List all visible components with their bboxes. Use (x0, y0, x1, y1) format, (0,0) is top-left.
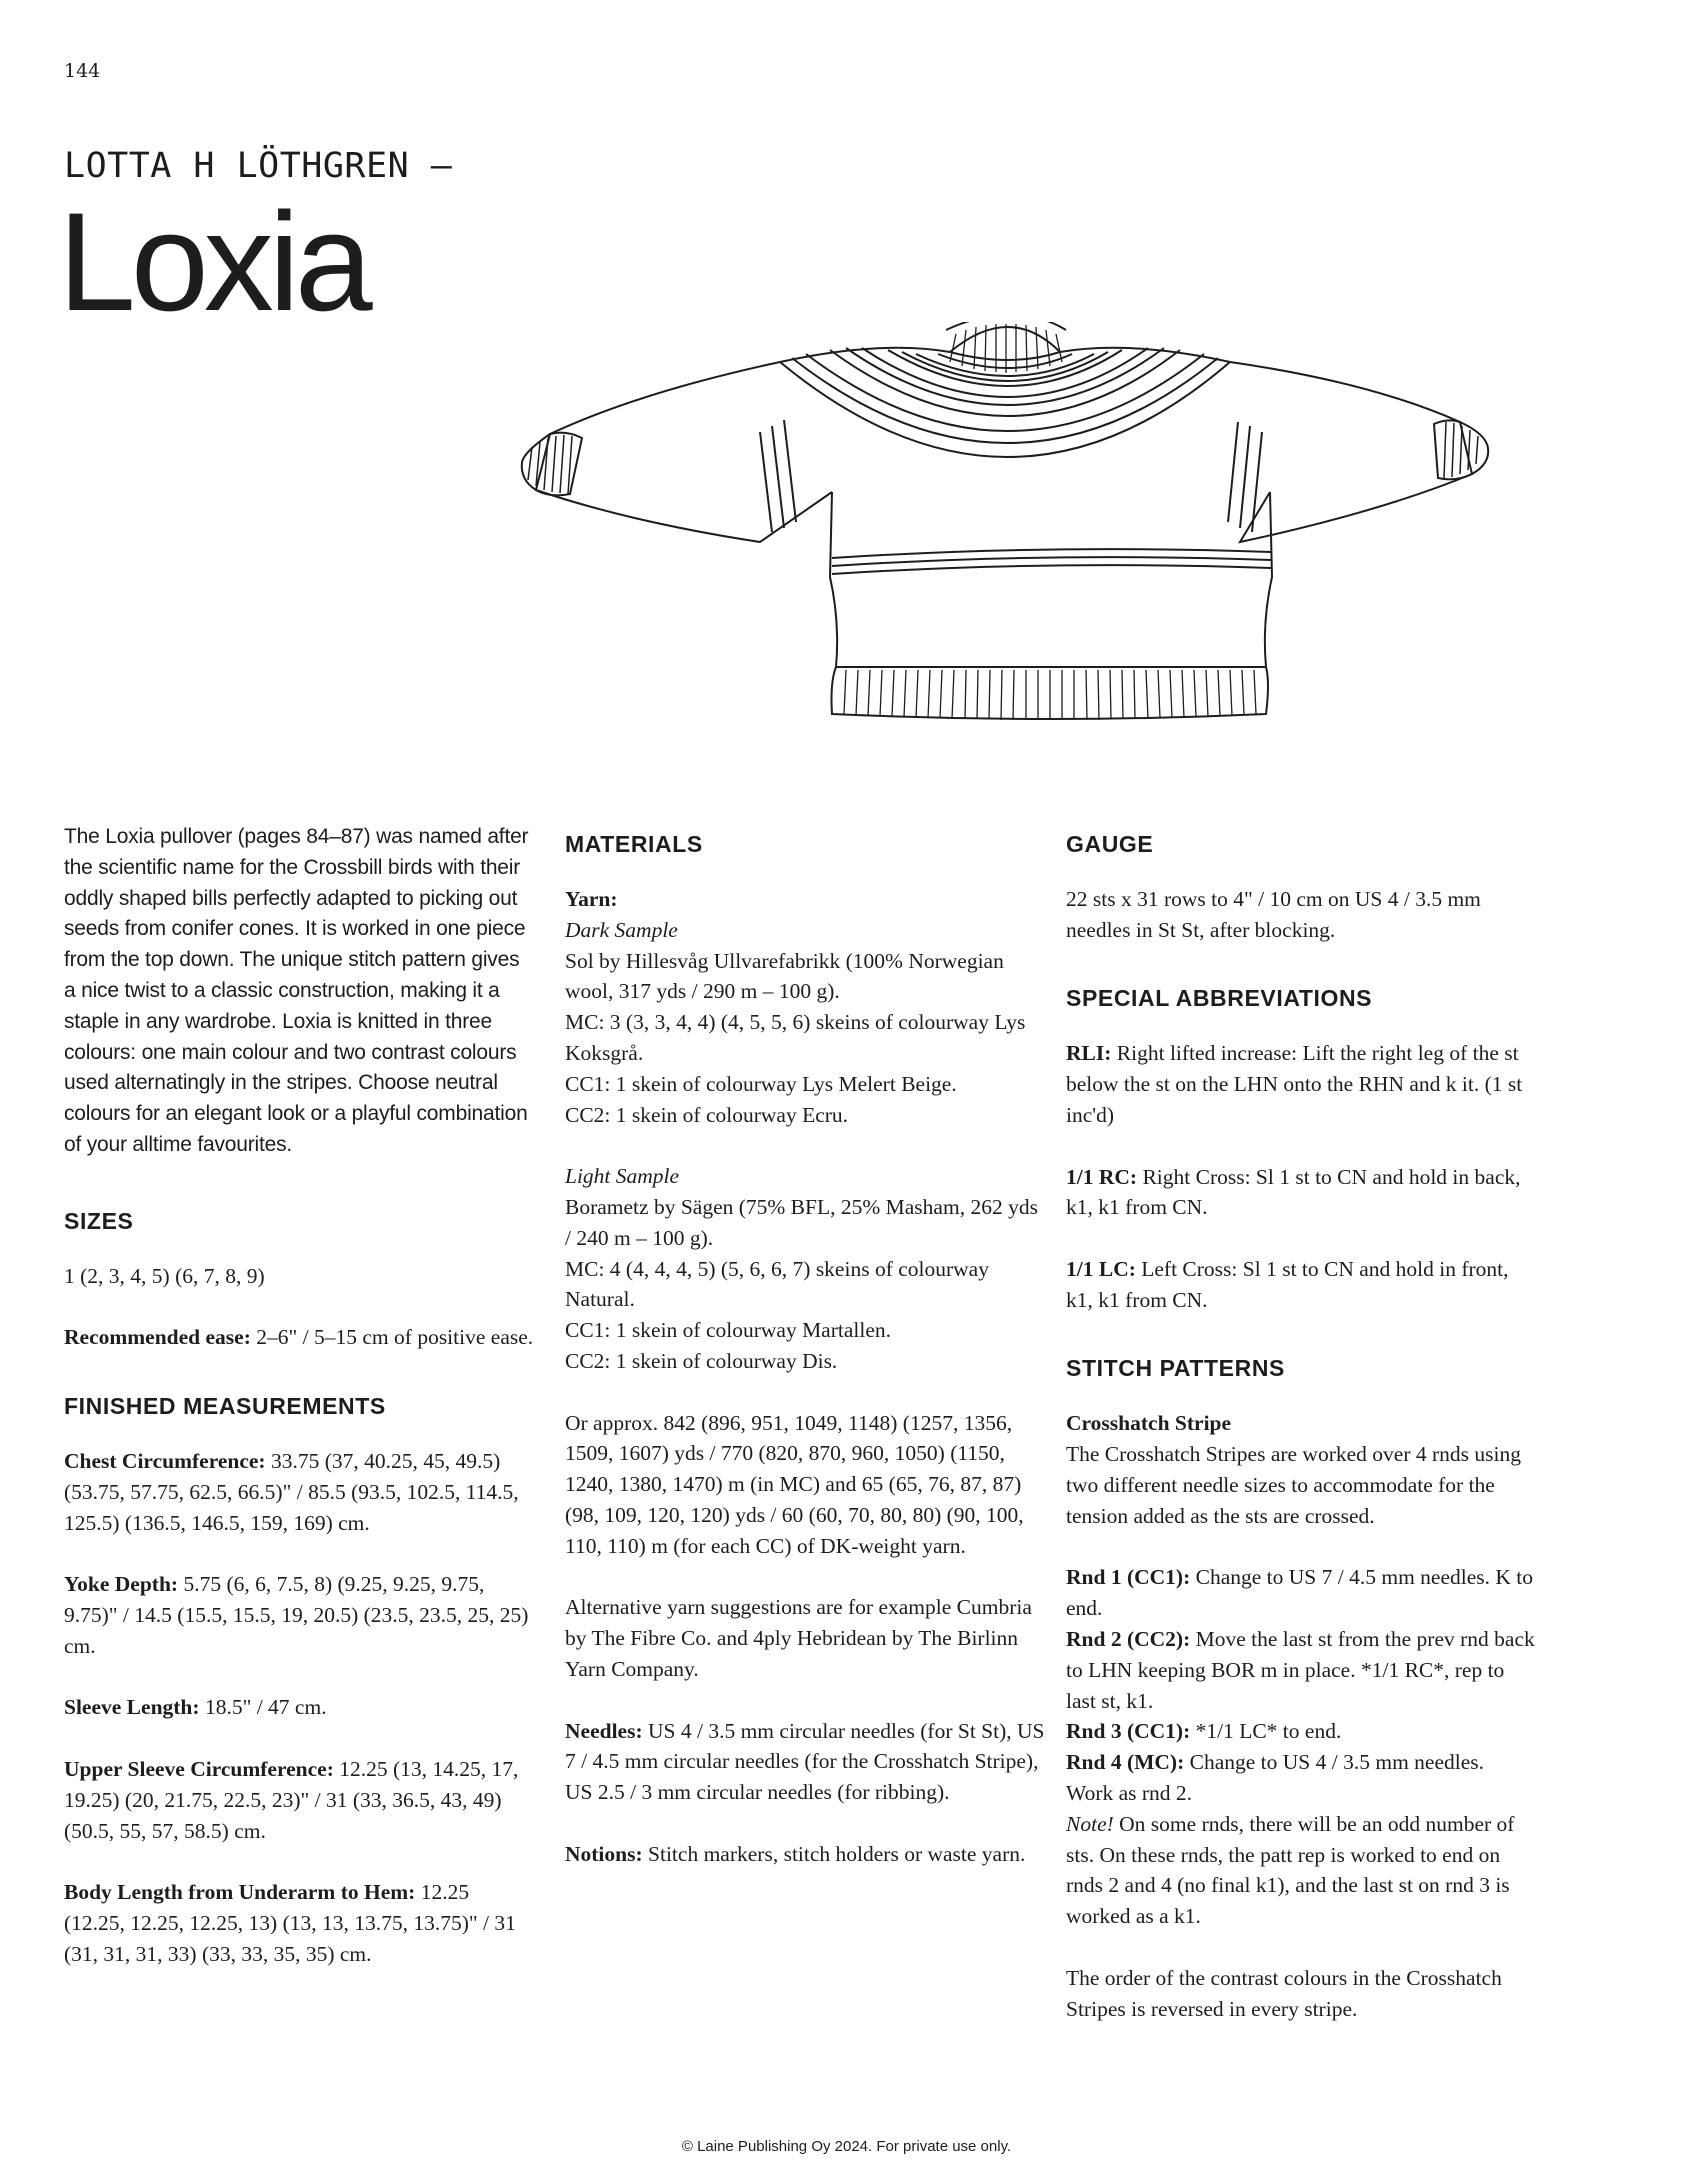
abbreviation-item (1066, 1162, 1536, 1224)
light-sample-line: Borametz by Sägen (75% BFL, 25% Masham, 262 yds / 240 m – 100 g). (565, 1194, 1038, 1250)
measurement-item (64, 1446, 534, 1538)
ease-label: Recommended ease: (64, 1325, 251, 1350)
materials-heading: MATERIALS (565, 831, 703, 857)
measurement-label: Chest Circumference: (64, 1448, 266, 1473)
measurement-value: 12.25 (13, 14.25, 17, 19.25) (20, 21.75, 22.5, 23)" / 31 (33, 36.5, 43, 49) (50.5, 55, 57, 58.5) cm. (64, 1756, 519, 1843)
light-sample-block (565, 1161, 1045, 1377)
column-middle (565, 822, 1045, 1900)
dark-sample-block (565, 884, 1045, 1130)
light-sample-line: MC: 4 (4, 4, 4, 5) (5, 6, 6, 7) skeins of colourway Natural. (565, 1256, 989, 1312)
notions (565, 1839, 1045, 1870)
measurement-value: 18.5" / 47 cm. (204, 1695, 327, 1720)
round-item (1066, 1562, 1536, 1624)
measurement-item (64, 1877, 534, 1969)
round-item (1066, 1624, 1536, 1716)
round-label: Rnd 3 (CC1): (1066, 1719, 1191, 1744)
needles (565, 1716, 1045, 1808)
round-value: Change to US 4 / 3.5 mm needles. Work as rnd 2. (1066, 1750, 1485, 1805)
measurement-label: Yoke Depth: (64, 1572, 179, 1597)
pattern-title: Loxia (58, 183, 368, 340)
ease-value: 2–6" / 5–15 cm of positive ease. (256, 1325, 534, 1350)
note-value: On some rnds, there will be an odd number of sts. On these rnds, the patt rep is worked to end on rnds 2 and 4 (no final k1), and the last st on rnd 3 is worked as a k1. (1066, 1811, 1515, 1929)
yarn-label: Yarn: (565, 887, 618, 911)
dark-sample-line: CC2: 1 skein of colourway Ecru. (565, 1102, 849, 1127)
measurement-item (64, 1692, 534, 1723)
round-value: Change to US 7 / 4.5 mm needles. K to end. (1066, 1565, 1534, 1621)
measurement-label: Body Length from Underarm to Hem: (64, 1880, 416, 1905)
crosshatch-intro: The Crosshatch Stripes are worked over 4 rnds using two different needle sizes to accommodate for the tension added as the sts are crossed. (1066, 1442, 1521, 1528)
dark-sample-line: CC1: 1 skein of colourway Lys Melert Beige. (565, 1071, 957, 1096)
intro-text: The Loxia pullover (pages 84–87) was named after the scientific name for the Crossbill birds with their oddly shaped bills perfectly adapted to picking out seeds from conifer cones. It is worked in one piece from the top down. The unique stitch pattern gives a nice twist to a classic construction, making it a staple in any wardrobe. Loxia is knitted in three colours: one main colour and two contrast colours used alternatingly in the stripes. Choose neutral colours for an elegant look or a playful combination of your alltime favourites. (64, 825, 529, 1156)
crosshatch-intro-block (1066, 1408, 1536, 1531)
round-item (1066, 1747, 1536, 1809)
sweater-illustration (510, 322, 1500, 742)
dark-sample-line: MC: 3 (3, 3, 4, 4) (4, 5, 5, 6) skeins of colourway Lys Koksgrå. (565, 1010, 1026, 1065)
round-label: Rnd 1 (CC1): (1066, 1565, 1191, 1590)
colour-order-note: The order of the contrast colours in the Crosshatch Stripes is reversed in every stripe. (1066, 1965, 1502, 2021)
column-left (64, 822, 534, 2000)
abbreviation-item (1066, 1254, 1536, 1316)
rounds-block (1066, 1562, 1536, 1932)
measurement-label: Upper Sleeve Circumference: (64, 1756, 334, 1781)
light-sample-line: CC1: 1 skein of colourway Martallen. (565, 1318, 892, 1343)
measurement-value: 33.75 (37, 40.25, 45, 49.5) (53.75, 57.75, 62.5, 66.5)" / 85.5 (93.5, 102.5, 114.5, 125.5) (136.5, 146.5, 159, 169) cm. (64, 1448, 519, 1535)
abbreviation-value: Left Cross: Sl 1 st to CN and hold in front, k1, k1 from CN. (1066, 1256, 1509, 1312)
dark-sample-line: Sol by Hillesvåg Ullvarefabrikk (100% Norwegian wool, 317 yds / 290 m – 100 g). (565, 948, 1004, 1004)
gauge-heading: GAUGE (1066, 831, 1154, 857)
designer-name: LOTTA H LÖTHGREN – (64, 146, 453, 186)
crosshatch-subheading: Crosshatch Stripe (1066, 1411, 1232, 1436)
stitch-patterns-heading: STITCH PATTERNS (1066, 1355, 1285, 1382)
abbreviations-heading: SPECIAL ABBREVIATIONS (1066, 985, 1373, 1012)
sizes-values: 1 (2, 3, 4, 5) (6, 7, 8, 9) (64, 1263, 265, 1288)
notions-label: Notions: (565, 1841, 643, 1866)
needles-value: US 4 / 3.5 mm circular needles (for St St), US 7 / 4.5 mm circular needles (for the Crosshatch Stripe), US 2.5 / 3 mm circular needles (for ribbing). (565, 1718, 1045, 1805)
light-sample-line: CC2: 1 skein of colourway Dis. (565, 1348, 838, 1373)
round-item (1066, 1716, 1536, 1747)
round-label: Rnd 4 (MC): (1066, 1750, 1185, 1775)
abbreviation-label: 1/1 RC: (1066, 1164, 1138, 1189)
page-number: 144 (64, 60, 101, 82)
yarn-approx: Or approx. 842 (896, 951, 1049, 1148) (1257, 1356, 1509, 1607) yds / 770 (820, 870, 960, 1050) (1150, 1240, 1380, 1470) m (in MC) and 65 (65, 76, 87, 87) (98, 109, 120, 120) yds / 60 (60, 70, 80, 80) (90, 100, 110, 110) m (for each CC) of DK-weight yarn. (565, 1410, 1024, 1558)
finished-measurements-heading: FINISHED MEASUREMENTS (64, 1392, 386, 1419)
round-value: *1/1 LC* to end. (1195, 1719, 1342, 1744)
sizes-heading: SIZES (64, 1207, 134, 1234)
measurement-value: 12.25 (12.25, 12.25, 12.25, 13) (13, 13, 13.75, 13.75)" / 31 (31, 31, 31, 33) (33, 33, 35, 35) cm. (64, 1880, 516, 1966)
abbreviation-label: 1/1 LC: (1066, 1256, 1136, 1281)
column-right (1066, 822, 1536, 2055)
abbreviation-item (1066, 1038, 1536, 1130)
copyright-footer: © Laine Publishing Oy 2024. For private use only. (681, 2138, 1012, 2155)
abbreviation-label: RLI: (1066, 1041, 1112, 1066)
round-value: Move the last st from the prev rnd back to LHN keeping BOR m in place. *1/1 RC*, rep to last st, k1. (1066, 1626, 1535, 1713)
measurement-value: 5.75 (6, 6, 7.5, 8) (9.25, 9.25, 9.75, 9.75)" / 14.5 (15.5, 15.5, 19, 20.5) (23.5, 23.5, 25, 25) cm. (64, 1572, 529, 1658)
needles-label: Needles: (565, 1718, 643, 1743)
measurement-item (64, 1569, 534, 1661)
recommended-ease (64, 1322, 534, 1353)
dark-sample-label: Dark Sample (565, 917, 678, 942)
note-label: Note! (1066, 1811, 1114, 1836)
alternative-yarns: Alternative yarn suggestions are for example Cumbria by The Fibre Co. and 4ply Hebridean by The Birlinn Yarn Company. (565, 1595, 1032, 1681)
notions-value: Stitch markers, stitch holders or waste yarn. (648, 1841, 1026, 1866)
round-label: Rnd 2 (CC2): (1066, 1626, 1191, 1651)
light-sample-label: Light Sample (565, 1164, 680, 1189)
note (1066, 1809, 1536, 1932)
measurement-item (64, 1754, 534, 1846)
gauge-text: 22 sts x 31 rows to 4" / 10 cm on US 4 / 3.5 mm needles in St St, after blocking. (1066, 887, 1481, 942)
measurement-label: Sleeve Length: (64, 1695, 200, 1720)
abbreviation-value: Right Cross: Sl 1 st to CN and hold in back, k1, k1 from CN. (1066, 1164, 1521, 1220)
abbreviation-value: Right lifted increase: Lift the right leg of the st below the st on the LHN onto the RHN and k it. (1 st inc'd) (1066, 1041, 1523, 1127)
